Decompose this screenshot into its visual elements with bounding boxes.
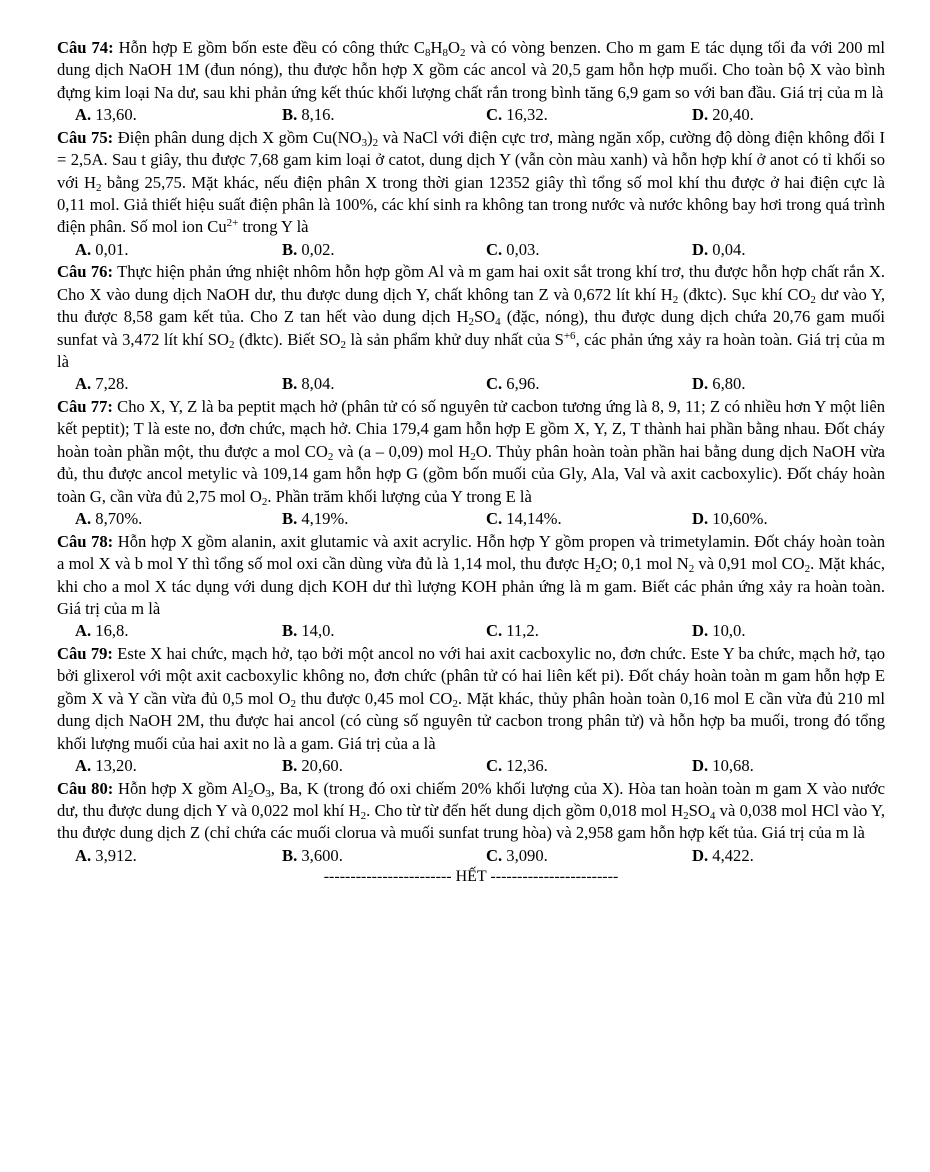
option-label: A. — [75, 845, 92, 865]
option-value: 3,912. — [91, 845, 137, 865]
option-label: B. — [282, 509, 298, 529]
question-number: Câu 74: — [57, 38, 114, 57]
answer-option — [57, 239, 282, 261]
text-run: . Cho từ từ đến hết dung dịch gồm 0,018 mol H — [366, 800, 684, 820]
option-value: 7,28. — [91, 374, 129, 394]
option-value: 16,32. — [502, 105, 548, 125]
option-value: 4,422. — [708, 845, 754, 865]
option-value: 12,36. — [502, 755, 548, 775]
subscript: 4 — [709, 809, 716, 822]
subscript: 2 — [810, 293, 816, 306]
option-value: 14,0. — [297, 621, 335, 641]
answer-option — [282, 508, 486, 530]
answer-option — [486, 755, 692, 777]
text-run: và 0,038 mol HCl vào Y, thu được dung dịch Z (chỉ chứa các muối clorua và muối sunfat trung hòa) và 2,958 gam hỗn hợp kết tủa. Giá trị của m là — [57, 800, 885, 843]
subscript: 2 — [247, 787, 254, 800]
question-block — [57, 37, 885, 126]
answer-option — [282, 845, 486, 867]
option-label: D. — [692, 845, 709, 865]
answer-option — [692, 104, 842, 126]
question-text — [57, 261, 885, 373]
option-value: 11,2. — [502, 621, 539, 641]
answer-options — [57, 755, 885, 777]
text-run: Este X hai chức, mạch hở, tạo bởi một ancol no với hai axit cacboxylic no, đơn chức. Este Y ba chức, mạch hở, tạo bởi glixerol với một axit cacboxylic không no, đơn chức (phân tử có hai liên kết pi). Đốt cháy hoàn toàn m gam hỗn hợp E gồm X và Y cần vừa đủ 0,5 mol O — [57, 643, 885, 708]
end-marker: ------------------------ HẾT ------------------------ — [323, 868, 619, 886]
subscript: 8 — [442, 47, 448, 59]
answer-option — [486, 845, 692, 867]
option-value: 10,60%. — [708, 509, 768, 529]
question-block — [57, 127, 885, 261]
text-run: Hỗn hợp E gồm bốn este đều có công thức C — [118, 38, 425, 57]
text-run: . Mặt khác, thủy phân hoàn toàn 0,16 mol E cần vừa đủ 210 ml dung dịch NaOH 2M, thu được hai ancol (có cùng số nguyên tử cacbon trong phân tử) và hỗn hợp ba muối, trong đó tổng khối lượng muối của hai axit no là a gam. Giá trị của a là — [57, 688, 885, 753]
option-value: 0,02. — [297, 239, 335, 259]
subscript: 2 — [327, 450, 334, 463]
answer-option — [486, 508, 692, 530]
text-run: thu được 0,45 mol CO — [296, 688, 453, 708]
option-value: 16,8. — [91, 621, 129, 641]
text-run: H — [430, 38, 443, 57]
text-run: ) — [367, 127, 373, 147]
option-value: 10,0. — [708, 621, 746, 641]
text-run: và có vòng benzen. Cho m gam E tác dụng tối đa với 200 ml dung dịch NaOH 1M (đun nóng), thu được hỗn hợp X gồm các ancol và 20,5 gam hỗn hợp muối. Cho toàn bộ X vào bình đựng kim loại Na dư, sau khi phản ứng kết thúc khối lượng chất rắn trong bình tăng 6,9 gam so với ban đầu. Giá trị của m là — [57, 38, 886, 102]
subscript: 2 — [804, 563, 811, 576]
answer-option — [692, 373, 842, 395]
question-text — [57, 643, 885, 755]
option-label: A. — [75, 509, 92, 529]
subscript: 2 — [340, 338, 347, 351]
subscript: 2 — [372, 136, 379, 149]
superscript: 2+ — [226, 217, 239, 230]
option-label: B. — [282, 621, 298, 641]
option-value: 8,70%. — [91, 509, 143, 529]
subscript: 2 — [452, 697, 458, 710]
question-block — [57, 261, 885, 395]
subscript: 2 — [672, 293, 679, 306]
option-value: 20,60. — [297, 755, 343, 775]
subscript: 4 — [495, 316, 501, 329]
subscript: 8 — [425, 47, 431, 59]
subscript: 2 — [229, 338, 235, 351]
answer-option — [692, 755, 842, 777]
option-value: 10,68. — [708, 755, 754, 775]
option-value: 14,14%. — [502, 509, 562, 529]
answer-option — [282, 620, 486, 642]
option-value: 6,80. — [708, 374, 746, 394]
option-label: A. — [75, 374, 92, 394]
text-run: O; 0,1 mol N — [600, 554, 689, 574]
text-run: O — [253, 778, 266, 798]
question-text — [57, 37, 885, 104]
answer-option — [57, 508, 282, 530]
text-run: SO — [688, 800, 710, 820]
option-label: D. — [692, 239, 709, 259]
question-block — [57, 531, 885, 642]
text-run: (đặc, nóng), thu được dung dịch chứa 20,76 gam muối sunfat và 3,472 lít khí SO — [57, 307, 885, 349]
text-run: Điện phân dung dịch X gồm Cu(NO — [117, 127, 362, 147]
text-run: (đktc). Biết SO — [234, 329, 341, 349]
option-value: 0,01. — [91, 239, 129, 259]
option-value: 20,40. — [708, 105, 754, 125]
question-text — [57, 127, 885, 239]
subscript: 2 — [595, 563, 601, 576]
answer-options — [57, 845, 885, 867]
subscript: 2 — [688, 563, 695, 576]
subscript: 2 — [468, 316, 474, 329]
text-run: trong Y là — [238, 217, 309, 237]
answer-option — [282, 755, 486, 777]
option-label: B. — [282, 755, 298, 775]
question-text — [57, 396, 885, 508]
answer-option — [692, 239, 842, 261]
option-value: 8,16. — [297, 105, 335, 125]
text-run: Thực hiện phản ứng nhiệt nhôm hỗn hợp gồm Al và m gam hai oxit sắt trong khí trơ, thu được hỗn hợp chất rắn X. Cho X vào dung dịch NaOH dư, thu được dung dịch Y, chất không tan Z và 0,672 lít khí H — [57, 262, 885, 304]
option-label: B. — [282, 105, 298, 125]
answer-option — [282, 373, 486, 395]
option-label: B. — [282, 239, 298, 259]
text-run: Hỗn hợp X gồm Al — [118, 778, 248, 798]
text-run: O. Thủy phân hoàn toàn phần hai bằng dung dịch NaOH vừa đủ, thu được ancol metylic và 109,14 gam hỗn hợp G (gồm bốn muối của Gly, Ala, Val và axit cacboxylic). Đốt cháy hoàn toàn G, cần vừa đủ 2,75 mol O — [57, 441, 885, 506]
text-run: O — [447, 38, 460, 57]
answer-options — [57, 620, 885, 642]
answer-options — [57, 239, 885, 261]
text-run: và 0,91 mol CO — [694, 554, 805, 574]
option-value: 8,04. — [297, 374, 335, 394]
text-run: Hỗn hợp X gồm alanin, axit glutamic và axit acrylic. Hỗn hợp Y gồm propen và trimetylamin. Đốt cháy hoàn toàn a mol X và b mol Y thì tổng số mol oxi cần dùng vừa đủ là 1,14 mol, thu được H — [57, 531, 885, 574]
answer-option — [282, 104, 486, 126]
answer-option — [57, 104, 282, 126]
superscript: +6 — [563, 329, 576, 342]
question-number: Câu 77: — [57, 397, 113, 417]
text-run: và NaCl với điện cực trơ, màng ngăn xốp, cường độ dòng điện không đổi I = 2,5A. Sau t giây, thu được 7,68 gam kim loại ở catot, dung dịch Y (vẫn còn màu xanh) và hỗn hợp khí ở anot có tỉ khối so với H — [57, 127, 885, 192]
text-run: (đktc). Sục khí CO — [678, 284, 811, 304]
option-label: C. — [486, 239, 503, 259]
option-label: D. — [692, 621, 709, 641]
option-label: C. — [486, 755, 503, 775]
option-label: D. — [692, 755, 709, 775]
answer-options — [57, 373, 885, 395]
option-label: B. — [282, 374, 298, 394]
option-value: 0,03. — [502, 239, 540, 259]
option-label: A. — [75, 621, 92, 641]
option-label: A. — [75, 755, 92, 775]
answer-option — [486, 373, 692, 395]
question-number: Câu 80: — [57, 778, 114, 798]
question-block — [57, 643, 885, 777]
option-label: A. — [75, 105, 92, 125]
option-label: C. — [486, 621, 503, 641]
answer-option — [282, 239, 486, 261]
text-run: Cho X, Y, Z là ba peptit mạch hở (phân tử có số nguyên tử cacbon tương ứng là 8, 9, 11; Z có nhiều hơn Y một liên kết peptit); T là este no, đơn chức, mạch hở. Chia 179,4 gam hỗn hợp E gồm X, Y, Z, T thành hai phần bằng nhau. Đốt cháy hoàn toàn phần một, thu được a mol CO — [57, 397, 885, 461]
subscript: 2 — [683, 809, 689, 822]
option-value: 13,60. — [91, 105, 137, 125]
text-run: và (a – 0,09) mol H — [333, 441, 471, 461]
question-text — [57, 531, 885, 621]
subscript: 2 — [360, 809, 367, 822]
option-label: D. — [692, 509, 709, 529]
subscript: 2 — [290, 697, 296, 710]
question-block — [57, 778, 885, 867]
text-run: , các phản ứng xảy ra hoàn toàn. Giá trị của m là — [57, 329, 886, 372]
question-number: Câu 75: — [57, 127, 114, 147]
text-run: dư vào Y, thu được 8,58 gam kết tủa. Cho Z tan hết vào dung dịch H — [57, 284, 885, 327]
question-list — [57, 37, 885, 866]
answer-option — [57, 845, 282, 867]
option-label: C. — [486, 105, 503, 125]
answer-options — [57, 104, 885, 126]
subscript: 3 — [265, 787, 271, 800]
option-label: B. — [282, 845, 298, 865]
option-value: 3,600. — [297, 845, 343, 865]
option-label: D. — [692, 374, 709, 394]
question-number: Câu 76: — [57, 262, 114, 282]
text-run: , Ba, K (trong đó oxi chiếm 20% khối lượng của X). Hòa tan hoàn toàn m gam X vào nước dư, thu được dung dịch Y và 0,022 mol khí H — [57, 778, 886, 820]
option-label: D. — [692, 105, 709, 125]
option-label: C. — [486, 374, 503, 394]
subscript: 2 — [261, 495, 268, 508]
option-label: C. — [486, 509, 503, 529]
answer-option — [692, 620, 842, 642]
question-text — [57, 778, 885, 845]
text-run: bằng 25,75. Mặt khác, nếu điện phân X trong thời gian 12352 giây thì tổng số mol khí thu được ở hai điện cực là 0,11 mol. Giả thiết hiệu suất điện phân là 100%, các khí sinh ra không tan trong nước và nước không bay hơi trong quá trình điện phân. Số mol ion Cu — [57, 172, 885, 237]
option-label: C. — [486, 845, 503, 865]
option-label: A. — [75, 239, 92, 259]
answer-option — [692, 508, 842, 530]
subscript: 2 — [459, 47, 466, 59]
option-value: 0,04. — [708, 239, 746, 259]
option-value: 3,090. — [502, 845, 548, 865]
answer-option — [692, 845, 842, 867]
answer-option — [57, 373, 282, 395]
question-block — [57, 396, 885, 530]
text-run: SO — [473, 307, 496, 327]
answer-option — [486, 239, 692, 261]
text-run: . Mặt khác, khi cho a mol X tác dụng với dung dịch KOH dư thì lượng KOH phản ứng là m gam. Biết các phản ứng xảy ra hoàn toàn. Giá trị của m là — [57, 554, 885, 618]
option-value: 4,19%. — [297, 509, 349, 529]
exam-page — [57, 37, 885, 887]
subscript: 2 — [96, 181, 102, 194]
question-number: Câu 78: — [57, 531, 114, 551]
answer-option — [486, 104, 692, 126]
answer-option — [57, 755, 282, 777]
subscript: 3 — [361, 136, 368, 149]
question-number: Câu 79: — [57, 643, 113, 663]
answer-options — [57, 508, 885, 530]
option-value: 13,20. — [91, 755, 137, 775]
text-run: là sản phẩm khử duy nhất của S — [346, 329, 564, 349]
answer-option — [486, 620, 692, 642]
answer-option — [57, 620, 282, 642]
option-value: 6,96. — [502, 374, 540, 394]
text-run: . Phần trăm khối lượng của Y trong E là — [267, 486, 532, 506]
subscript: 2 — [470, 450, 476, 463]
